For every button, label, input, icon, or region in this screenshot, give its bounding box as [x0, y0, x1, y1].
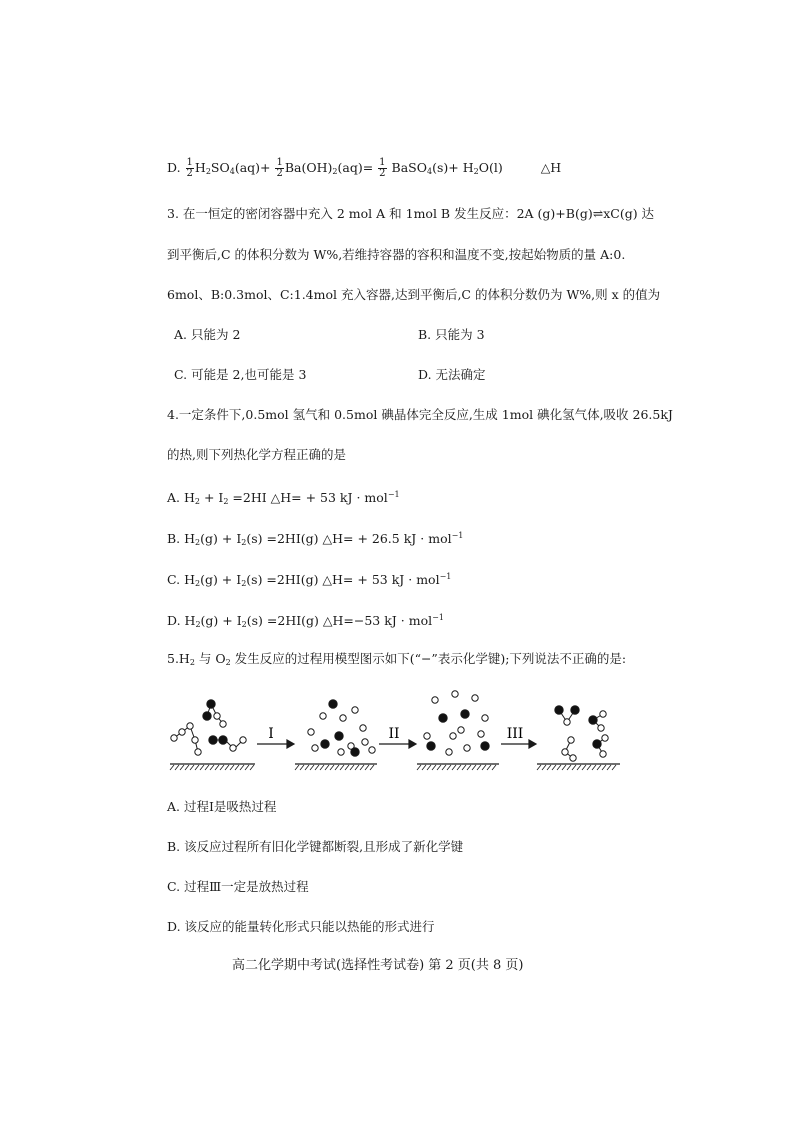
q3-line3: 6mol、B:0.3mol、C:1.4mol 充入容器,达到平衡后,C 的体积分数仍为 W%,则 x 的值为	[167, 287, 661, 302]
hydrogen-atom	[478, 731, 484, 737]
oxygen-atom	[321, 740, 329, 748]
surface-hatch	[235, 765, 239, 770]
surface-hatch	[452, 765, 456, 770]
surface-hatch	[462, 765, 466, 770]
q5-option-a: A. 过程Ⅰ是吸热过程	[167, 799, 277, 814]
surface-hatch	[417, 765, 421, 770]
surface-hatch	[230, 765, 234, 770]
surface-hatch	[180, 765, 184, 770]
q4-option-c: C. $H_2(g) + I_2(s) =2HI(g)$ △H= + 53 kJ · mol$^{-1}$	[167, 572, 452, 588]
surface-hatch	[335, 765, 339, 770]
hydrogen-atom	[230, 745, 236, 751]
q4-option-a: A. $H_2 + I_2 =2HI$ △H= + 53 kJ · mol$^{-1}$	[167, 490, 400, 506]
surface-hatch	[210, 765, 214, 770]
surface-hatch	[537, 765, 541, 770]
oxygen-atom	[589, 716, 597, 724]
surface-hatch	[360, 765, 364, 770]
oxygen-atom	[219, 736, 227, 744]
surface-hatch	[300, 765, 304, 770]
hydrogen-atom	[360, 725, 366, 731]
surface-hatch	[365, 765, 369, 770]
surface-hatch	[477, 765, 481, 770]
surface-hatch	[370, 765, 374, 770]
oxygen-atom	[481, 742, 489, 750]
surface-hatch	[572, 765, 576, 770]
oxygen-atom	[427, 742, 435, 750]
hydrogen-atom	[600, 711, 606, 717]
surface-hatch	[612, 765, 616, 770]
surface-hatch	[602, 765, 606, 770]
surface-hatch	[305, 765, 309, 770]
hydrogen-atom	[450, 733, 456, 739]
delta-h: △H	[540, 160, 562, 175]
oxygen-atom	[571, 706, 579, 714]
surface-hatch	[345, 765, 349, 770]
hydrogen-atom	[452, 691, 458, 697]
hydrogen-atom	[424, 733, 430, 739]
hydrogen-atom	[179, 729, 185, 735]
q5-stem: $5.H_2$ 与 $O_2$ 发生反应的过程用模型图示如下(“−”表示化学键);下列说法不正确的是:	[167, 651, 627, 667]
surface-hatch	[447, 765, 451, 770]
hydrogen-atom	[570, 755, 576, 761]
surface-hatch	[200, 765, 204, 770]
hydrogen-atom	[564, 719, 570, 725]
hydrogen-atom	[446, 749, 452, 755]
surface-hatch	[310, 765, 314, 770]
hydrogen-atom	[320, 713, 326, 719]
step-label-2: II	[388, 726, 400, 742]
surface-hatch	[472, 765, 476, 770]
hydrogen-atom	[171, 735, 177, 741]
surface-hatch	[442, 765, 446, 770]
oxygen-atom	[207, 700, 215, 708]
surface-hatch	[562, 765, 566, 770]
oxygen-atom	[351, 748, 359, 756]
surface-hatch	[190, 765, 194, 770]
surface-hatch	[542, 765, 546, 770]
surface-hatch	[582, 765, 586, 770]
q4-line1: 4.一定条件下,0.5mol 氢气和 0.5mol 碘晶体完全反应,生成 1mol 碘化氢气体,吸收 26.5kJ	[167, 407, 673, 422]
hydrogen-atom	[192, 737, 198, 743]
surface-hatch	[567, 765, 571, 770]
q4-option-d: D. $H_2(g) + I_2(s) =2HI(g)$ △H=−53 kJ · mol$^{-1}$	[167, 613, 444, 629]
fraction-half: $\frac{1}{2}$	[379, 157, 386, 179]
surface-hatch	[185, 765, 189, 770]
surface-hatch	[432, 765, 436, 770]
surface-hatch	[330, 765, 334, 770]
fraction-half: $\frac{1}{2}$	[276, 157, 283, 179]
q5-option-b: B. 该反应过程所有旧化学键都断裂,且形成了新化学键	[167, 839, 464, 854]
hydrogen-atom	[308, 729, 314, 735]
surface-hatch	[577, 765, 581, 770]
q3-option-b: B. 只能为 3	[418, 327, 485, 342]
q3-line2: 到平衡后,C 的体积分数为 W%,若维持容器的容积和温度不变,按起始物质的量 A:0.	[167, 247, 626, 262]
q3-option-d: D. 无法确定	[418, 367, 486, 382]
oxygen-atom	[439, 714, 447, 722]
surface-hatch	[245, 765, 249, 770]
reaction-model-diagram	[165, 688, 625, 774]
hydrogen-atom	[482, 715, 488, 721]
q5-option-c: C. 过程Ⅲ一定是放热过程	[167, 879, 309, 894]
hydrogen-atom	[187, 723, 193, 729]
hydrogen-atom	[340, 715, 346, 721]
surface-hatch	[427, 765, 431, 770]
q2-opt-label: D.	[167, 160, 181, 175]
q5-option-d: D. 该反应的能量转化形式只能以热能的形式进行	[167, 919, 435, 934]
hydrogen-atom	[338, 749, 344, 755]
oxygen-atom	[335, 732, 343, 740]
surface-hatch	[320, 765, 324, 770]
hydrogen-atom	[369, 747, 375, 753]
hydrogen-atom	[214, 713, 220, 719]
surface-hatch	[487, 765, 491, 770]
page-footer: 高二化学期中考试(选择性考试卷) 第 2 页(共 8 页)	[232, 958, 524, 973]
surface-hatch	[557, 765, 561, 770]
q2-option-d: D. $\frac{1}{2}$ $H_2SO_4(aq)+$ $\frac{1}{2}$ $Ba(OH)_2(aq)=$ $\frac{1}{2}$ BaSO$_4$(s)+ $H_2O(l)$ △H	[167, 157, 562, 179]
surface-hatch	[592, 765, 596, 770]
surface-hatch	[205, 765, 209, 770]
hydrogen-atom	[464, 745, 470, 751]
surface-hatch	[175, 765, 179, 770]
surface-hatch	[467, 765, 471, 770]
surface-hatch	[547, 765, 551, 770]
oxygen-atom	[593, 740, 601, 748]
surface-hatch	[325, 765, 329, 770]
hydrogen-atom	[432, 697, 438, 703]
hydrogen-atom	[562, 749, 568, 755]
surface-hatch	[220, 765, 224, 770]
surface-hatch	[607, 765, 611, 770]
surface-hatch	[250, 765, 254, 770]
hydrogen-atom	[458, 727, 464, 733]
surface-hatch	[492, 765, 496, 770]
step-label-1: I	[268, 726, 274, 742]
surface-hatch	[225, 765, 229, 770]
oxygen-atom	[209, 736, 217, 744]
q3-option-a: A. 只能为 2	[174, 327, 241, 342]
equilibrium-arrow: ⇌	[592, 206, 604, 221]
surface-hatch	[422, 765, 426, 770]
step-label-3: III	[506, 726, 524, 742]
surface-hatch	[355, 765, 359, 770]
q3-option-c: C. 可能是 2,也可能是 3	[174, 367, 307, 382]
surface-hatch	[437, 765, 441, 770]
surface-hatch	[340, 765, 344, 770]
surface-hatch	[350, 765, 354, 770]
hydrogen-atom	[600, 751, 606, 757]
surface-hatch	[295, 765, 299, 770]
hydrogen-atom	[195, 749, 201, 755]
oxygen-atom	[329, 700, 337, 708]
surface-hatch	[457, 765, 461, 770]
hydrogen-atom	[362, 739, 368, 745]
surface-hatch	[240, 765, 244, 770]
surface-hatch	[215, 765, 219, 770]
surface-hatch	[315, 765, 319, 770]
hydrogen-atom	[240, 737, 246, 743]
surface-hatch	[597, 765, 601, 770]
oxygen-atom	[555, 706, 563, 714]
hydrogen-atom	[312, 745, 318, 751]
fraction-half: $\frac{1}{2}$	[186, 157, 193, 179]
hydrogen-atom	[472, 695, 478, 701]
q4-option-b: B. $H_2(g) + I_2(s) =2HI(g)$ △H= + 26.5 kJ · mol$^{-1}$	[167, 531, 464, 547]
surface-hatch	[587, 765, 591, 770]
hydrogen-atom	[220, 721, 226, 727]
oxygen-atom	[203, 712, 211, 720]
surface-hatch	[195, 765, 199, 770]
surface-hatch	[170, 765, 174, 770]
hydrogen-atom	[602, 735, 608, 741]
surface-hatch	[482, 765, 486, 770]
q3-line1: 3. 在一恒定的密闭容器中充入 2 mol A 和 1mol B 发生反应：2A (g)+B(g)⇌xC(g) 达	[167, 206, 655, 221]
hydrogen-atom	[598, 725, 604, 731]
hydrogen-atom	[568, 737, 574, 743]
surface-hatch	[552, 765, 556, 770]
q4-line2: 的热,则下列热化学方程正确的是	[167, 447, 346, 462]
hydrogen-atom	[352, 707, 358, 713]
oxygen-atom	[461, 710, 469, 718]
